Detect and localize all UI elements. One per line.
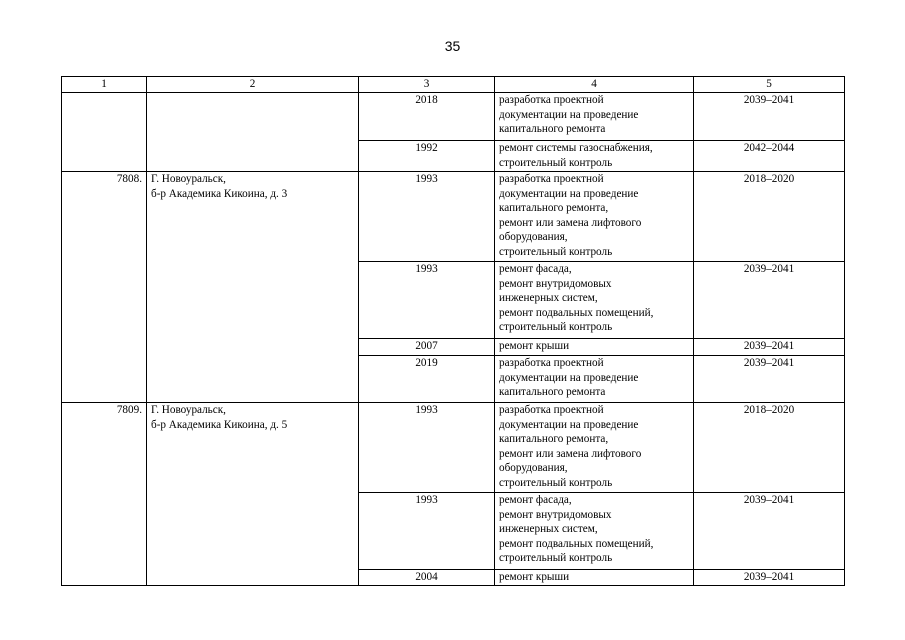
work-line: документации на проведение: [499, 371, 639, 384]
period-cell: 2018–2020: [694, 403, 845, 493]
work-line: документации на проведение: [499, 418, 639, 431]
work-cell: [495, 356, 694, 403]
address-line: б-р Академика Кикоина, д. 5: [151, 418, 288, 431]
work-line: инженерных систем,: [499, 523, 598, 536]
work-cell: [495, 493, 694, 570]
work-line: ремонт или замена лифтового: [499, 216, 642, 229]
work-line: капитального ремонта,: [499, 433, 609, 446]
year-cell: 1993: [359, 262, 495, 339]
building-address-cell: [147, 403, 359, 586]
building-address-cell: [147, 172, 359, 403]
table-row: [62, 172, 845, 262]
building-number-cell: 7808.: [62, 172, 147, 403]
work-line: ремонт крыши: [499, 571, 570, 583]
year-cell: 2019: [359, 356, 495, 403]
work-line: разработка проектной: [499, 357, 604, 369]
work-line: оборудования,: [499, 462, 568, 475]
period-cell: 2039–2041: [694, 339, 845, 356]
work-line: ремонт системы газоснабжения,: [499, 142, 653, 154]
work-line: документации на проведение: [499, 108, 639, 121]
period-cell: 2018–2020: [694, 172, 845, 262]
work-line: оборудования,: [499, 231, 568, 244]
header-cell-1: 1: [62, 77, 147, 93]
work-line: документации на проведение: [499, 187, 639, 200]
header-cell-5: 5: [694, 77, 845, 93]
header-cell-3: 3: [359, 77, 495, 93]
work-line: капитального ремонта: [499, 386, 606, 399]
period-cell: 2039–2041: [694, 493, 845, 570]
work-cell: [495, 339, 694, 356]
work-line: ремонт крыши: [499, 340, 570, 352]
work-line: ремонт подвальных помещений,: [499, 306, 654, 319]
year-cell: 1993: [359, 493, 495, 570]
work-line: разработка проектной: [499, 173, 604, 185]
work-line: строительный контроль: [499, 245, 613, 258]
work-line: ремонт фасада,: [499, 494, 572, 506]
work-cell: [495, 172, 694, 262]
work-line: ремонт внутридомовых: [499, 508, 612, 521]
work-line: ремонт фасада,: [499, 263, 572, 275]
header-cell-4: 4: [495, 77, 694, 93]
building-number-cell: [62, 93, 147, 172]
work-cell: [495, 403, 694, 493]
address-line: б-р Академика Кикоина, д. 3: [151, 187, 288, 200]
period-cell: 2039–2041: [694, 570, 845, 586]
table-row: [62, 93, 845, 141]
year-cell: 2004: [359, 570, 495, 586]
work-line: капитального ремонта: [499, 123, 606, 136]
building-number-cell: 7809.: [62, 403, 147, 586]
repair-schedule-table: [61, 76, 845, 586]
work-cell: [495, 141, 694, 172]
work-cell: [495, 570, 694, 586]
work-line: разработка проектной: [499, 404, 604, 416]
year-cell: 1992: [359, 141, 495, 172]
table-row: [62, 403, 845, 493]
work-line: инженерных систем,: [499, 292, 598, 305]
work-line: капитального ремонта,: [499, 202, 609, 215]
year-cell: 1993: [359, 172, 495, 262]
work-cell: [495, 262, 694, 339]
header-cell-2: 2: [147, 77, 359, 93]
work-line: разработка проектной: [499, 94, 604, 106]
period-cell: 2039–2041: [694, 356, 845, 403]
page-number: 35: [444, 38, 461, 54]
address-line: Г. Новоуральск,: [151, 173, 226, 185]
work-line: строительный контроль: [499, 321, 613, 334]
header-row: [62, 77, 845, 93]
work-line: ремонт внутридомовых: [499, 277, 612, 290]
work-line: ремонт или замена лифтового: [499, 447, 642, 460]
year-cell: 2007: [359, 339, 495, 356]
work-line: строительный контроль: [499, 552, 613, 565]
work-line: строительный контроль: [499, 156, 613, 169]
address-line: Г. Новоуральск,: [151, 404, 226, 416]
work-cell: [495, 93, 694, 141]
period-cell: 2042–2044: [694, 141, 845, 172]
year-cell: 1993: [359, 403, 495, 493]
year-cell: 2018: [359, 93, 495, 141]
period-cell: 2039–2041: [694, 93, 845, 141]
period-cell: 2039–2041: [694, 262, 845, 339]
work-line: ремонт подвальных помещений,: [499, 537, 654, 550]
work-line: строительный контроль: [499, 476, 613, 489]
building-address-cell: [147, 93, 359, 172]
